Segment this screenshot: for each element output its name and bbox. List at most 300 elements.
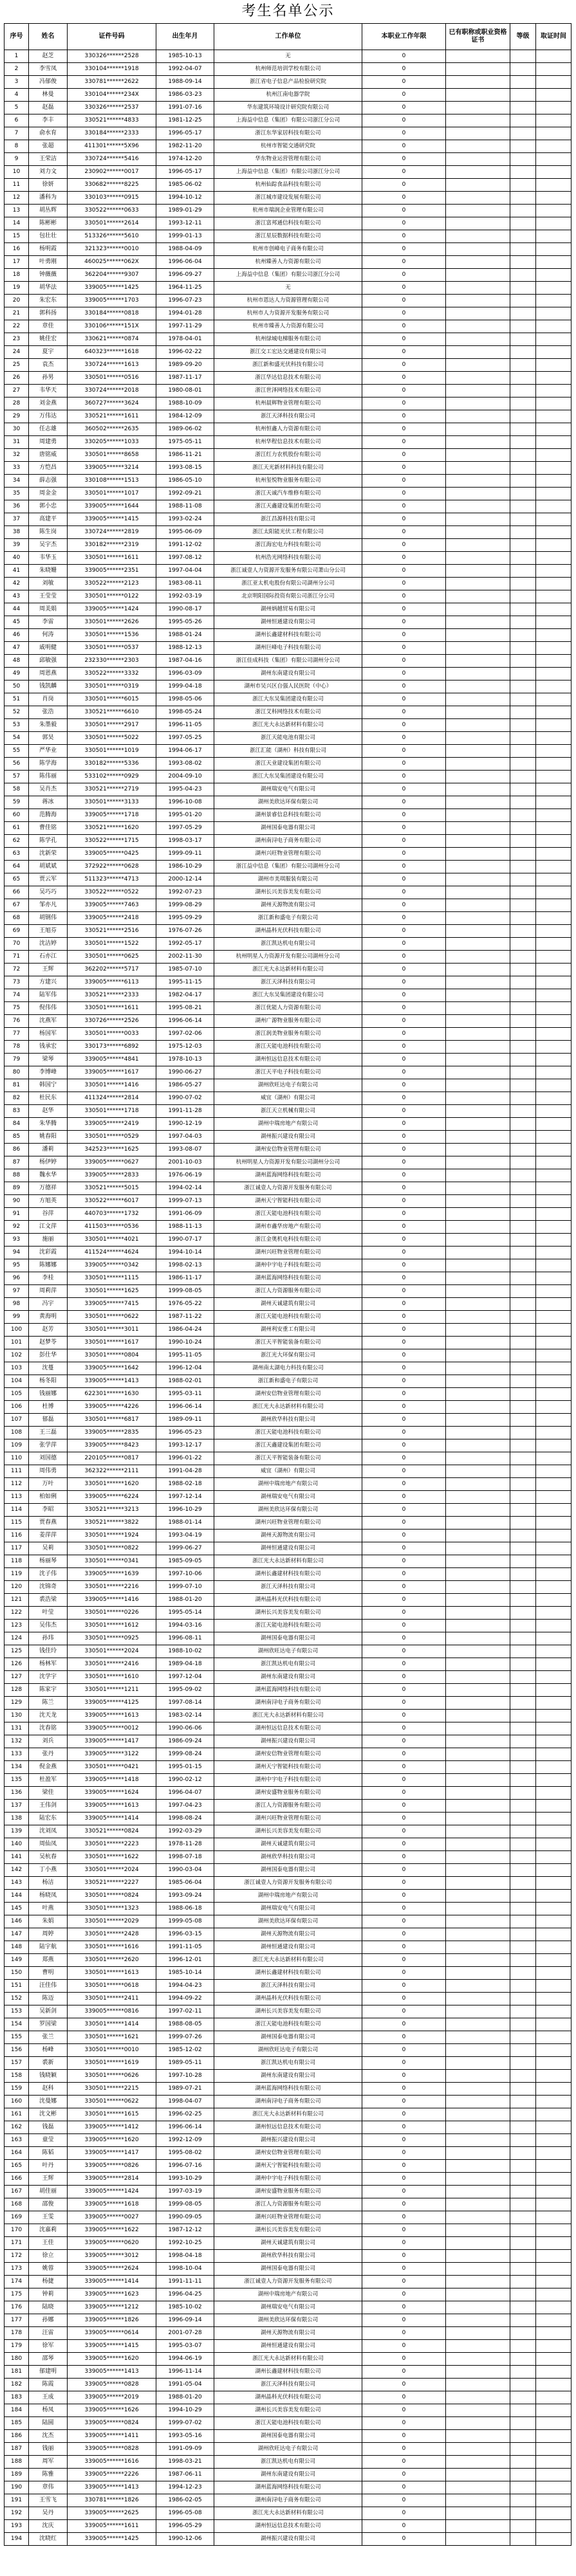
row-index: 116 bbox=[5, 1530, 29, 1542]
level bbox=[510, 2430, 536, 2443]
level bbox=[510, 114, 536, 127]
birth-date: 1990-12-19 bbox=[156, 1118, 214, 1131]
id-number: 622301******1630 bbox=[68, 1388, 156, 1401]
row-index: 161 bbox=[5, 2108, 29, 2121]
level bbox=[510, 1208, 536, 1221]
table-row bbox=[5, 1465, 571, 1478]
level bbox=[510, 771, 536, 783]
candidate-name: 沈天龙 bbox=[29, 1710, 68, 1722]
work-years: 0 bbox=[362, 1980, 446, 1993]
birth-date: 1992-12-09 bbox=[156, 2134, 214, 2147]
row-index: 86 bbox=[5, 1144, 29, 1156]
birth-date: 1997-08-12 bbox=[156, 552, 214, 565]
certificate bbox=[446, 475, 510, 488]
level bbox=[510, 989, 536, 1002]
table-row bbox=[5, 243, 571, 256]
work-unit: 杭州臻善人力资源有限公司 bbox=[214, 256, 362, 269]
level bbox=[510, 295, 536, 307]
certificate-date bbox=[536, 1028, 571, 1041]
certificate bbox=[446, 989, 510, 1002]
certificate bbox=[446, 886, 510, 899]
work-years: 0 bbox=[362, 1684, 446, 1697]
level bbox=[510, 102, 536, 114]
certificate bbox=[446, 1697, 510, 1710]
level bbox=[510, 2198, 536, 2211]
certificate-date bbox=[536, 668, 571, 681]
row-index: 110 bbox=[5, 1452, 29, 1465]
level bbox=[510, 2263, 536, 2276]
table-row bbox=[5, 616, 571, 629]
certificate bbox=[446, 2198, 510, 2211]
work-unit: 浙江天能电池科技有限公司 bbox=[214, 1427, 362, 1439]
certificate-date bbox=[536, 1954, 571, 1967]
birth-date: 1994-06-19 bbox=[156, 2353, 214, 2366]
birth-date: 1994-01-28 bbox=[156, 307, 214, 320]
candidate-name: 韩国宁 bbox=[29, 1079, 68, 1092]
table-row bbox=[5, 1452, 571, 1465]
level bbox=[510, 1890, 536, 1903]
candidate-name: 陆军伟 bbox=[29, 989, 68, 1002]
level bbox=[510, 2018, 536, 2031]
certificate bbox=[446, 2469, 510, 2481]
level bbox=[510, 590, 536, 603]
certificate-date bbox=[536, 655, 571, 668]
certificate-date bbox=[536, 2198, 571, 2211]
work-unit: 湖州东南建设有限公司 bbox=[214, 668, 362, 681]
birth-date: 1998-08-24 bbox=[156, 1813, 214, 1825]
candidate-name: 周军 bbox=[29, 2456, 68, 2469]
id-number: 330501******0537 bbox=[68, 642, 156, 655]
table-row bbox=[5, 873, 571, 886]
certificate bbox=[446, 681, 510, 693]
certificate bbox=[446, 796, 510, 809]
birth-date: 1997-08-14 bbox=[156, 1697, 214, 1710]
row-index: 2 bbox=[5, 63, 29, 76]
table-row bbox=[5, 1748, 571, 1761]
row-index: 133 bbox=[5, 1748, 29, 1761]
work-unit: 湖州市吴兴区自强人民医院（中心） bbox=[214, 681, 362, 693]
birth-date: 1987-04-16 bbox=[156, 655, 214, 668]
id-number: 339005******0342 bbox=[68, 1259, 156, 1272]
work-unit: 杭州市智能交通研究院 bbox=[214, 140, 362, 153]
birth-date: 1996-06-04 bbox=[156, 256, 214, 269]
work-years: 0 bbox=[362, 1864, 446, 1877]
work-unit: 湖州兴旺物业管理有限公司 bbox=[214, 1517, 362, 1530]
work-years: 0 bbox=[362, 2005, 446, 2018]
certificate bbox=[446, 2340, 510, 2353]
candidate-name: 杨伊婷 bbox=[29, 1156, 68, 1169]
candidate-name: 刘兵 bbox=[29, 1735, 68, 1748]
work-years: 0 bbox=[362, 2340, 446, 2353]
work-unit: 湖州长兴美容美发有限公司 bbox=[214, 886, 362, 899]
row-index: 73 bbox=[5, 976, 29, 989]
work-years: 0 bbox=[362, 758, 446, 771]
certificate-date bbox=[536, 783, 571, 796]
work-years: 0 bbox=[362, 590, 446, 603]
certificate-date bbox=[536, 925, 571, 938]
row-index: 95 bbox=[5, 1259, 29, 1272]
candidate-name: 郭小忠 bbox=[29, 500, 68, 513]
candidate-name: 赵芝 bbox=[29, 50, 68, 63]
birth-date: 1997-03-19 bbox=[156, 2186, 214, 2198]
birth-date: 1981-12-25 bbox=[156, 114, 214, 127]
row-index: 179 bbox=[5, 2340, 29, 2353]
level bbox=[510, 1401, 536, 1414]
level bbox=[510, 2276, 536, 2288]
work-years: 0 bbox=[362, 205, 446, 217]
work-unit: 浙江天平电子科技有限公司 bbox=[214, 1066, 362, 1079]
work-years: 0 bbox=[362, 771, 446, 783]
certificate bbox=[446, 1620, 510, 1632]
candidate-name: 赵梦苓 bbox=[29, 1337, 68, 1349]
work-years: 0 bbox=[362, 783, 446, 796]
candidate-name: 陈兰 bbox=[29, 1697, 68, 1710]
work-years: 0 bbox=[362, 166, 446, 179]
level bbox=[510, 2121, 536, 2134]
row-index: 118 bbox=[5, 1555, 29, 1568]
birth-date: 1986-09-24 bbox=[156, 1735, 214, 1748]
level bbox=[510, 205, 536, 217]
row-index: 99 bbox=[5, 1311, 29, 1324]
work-years: 0 bbox=[362, 1838, 446, 1851]
table-row bbox=[5, 1838, 571, 1851]
birth-date: 1982-11-20 bbox=[156, 140, 214, 153]
certificate-date bbox=[536, 2404, 571, 2417]
birth-date: 1999-05-08 bbox=[156, 1915, 214, 1928]
row-index: 143 bbox=[5, 1877, 29, 1890]
work-years: 0 bbox=[362, 2481, 446, 2494]
work-unit: 浙江交工宏达交通建设有限公司 bbox=[214, 346, 362, 359]
row-index: 166 bbox=[5, 2173, 29, 2186]
table-row bbox=[5, 2494, 571, 2507]
work-years: 0 bbox=[362, 1825, 446, 1838]
table-row bbox=[5, 1041, 571, 1054]
level bbox=[510, 397, 536, 410]
certificate-date bbox=[536, 2340, 571, 2353]
birth-date: 1997-12-14 bbox=[156, 1491, 214, 1504]
work-unit: 浙江益中信息（集团）有限公司湖州分公司 bbox=[214, 861, 362, 873]
certificate-date bbox=[536, 899, 571, 912]
birth-date: 1995-05-14 bbox=[156, 1607, 214, 1620]
work-years: 0 bbox=[362, 63, 446, 76]
candidate-name: 曹明 bbox=[29, 1967, 68, 1980]
level bbox=[510, 2481, 536, 2494]
certificate bbox=[446, 2314, 510, 2327]
row-index: 190 bbox=[5, 2481, 29, 2494]
birth-date: 1993-10-29 bbox=[156, 2173, 214, 2186]
level bbox=[510, 1349, 536, 1362]
col-header-level: 等级 bbox=[510, 24, 536, 50]
work-years: 0 bbox=[362, 809, 446, 822]
work-unit: 浙江天泽科技有限公司 bbox=[214, 976, 362, 989]
candidate-name: 李博峰 bbox=[29, 1066, 68, 1079]
certificate bbox=[446, 217, 510, 230]
table-row bbox=[5, 642, 571, 655]
work-unit: 浙江昌源科技有限公司 bbox=[214, 513, 362, 526]
id-number: 330501******6015 bbox=[68, 693, 156, 706]
birth-date: 1996-03-15 bbox=[156, 1928, 214, 1941]
table-row bbox=[5, 1710, 571, 1722]
candidate-name: 陆晓 bbox=[29, 2301, 68, 2314]
table-row bbox=[5, 359, 571, 372]
level bbox=[510, 2147, 536, 2160]
certificate bbox=[446, 1967, 510, 1980]
row-index: 45 bbox=[5, 616, 29, 629]
certificate-date bbox=[536, 629, 571, 642]
certificate bbox=[446, 2147, 510, 2160]
certificate bbox=[446, 1337, 510, 1349]
table-header-row bbox=[5, 24, 571, 50]
candidate-name: 杨国军 bbox=[29, 1028, 68, 1041]
candidate-name: 周莉萍 bbox=[29, 1285, 68, 1298]
certificate-date bbox=[536, 1568, 571, 1581]
certificate-date bbox=[536, 1735, 571, 1748]
id-number: 339005******0620 bbox=[68, 2237, 156, 2250]
id-number: 339005******1413 bbox=[68, 1375, 156, 1388]
row-index: 24 bbox=[5, 346, 29, 359]
level bbox=[510, 269, 536, 282]
table-row bbox=[5, 1568, 571, 1581]
certificate-date bbox=[536, 192, 571, 205]
table-row bbox=[5, 1645, 571, 1658]
work-years: 0 bbox=[362, 256, 446, 269]
row-index: 186 bbox=[5, 2430, 29, 2443]
candidate-name: 沈新荣 bbox=[29, 848, 68, 861]
certificate-date bbox=[536, 719, 571, 732]
id-number: 330522******3332 bbox=[68, 668, 156, 681]
birth-date: 1997-05-29 bbox=[156, 822, 214, 835]
certificate bbox=[446, 2288, 510, 2301]
certificate bbox=[446, 243, 510, 256]
certificate-date bbox=[536, 1478, 571, 1491]
work-unit: 浙江人力资源服务有限公司 bbox=[214, 2198, 362, 2211]
row-index: 187 bbox=[5, 2443, 29, 2456]
table-row bbox=[5, 2417, 571, 2430]
table-row bbox=[5, 372, 571, 385]
level bbox=[510, 63, 536, 76]
row-index: 35 bbox=[5, 488, 29, 500]
row-index: 147 bbox=[5, 1928, 29, 1941]
row-index: 70 bbox=[5, 938, 29, 951]
id-number: 339005******1415 bbox=[68, 513, 156, 526]
certificate-date bbox=[536, 475, 571, 488]
certificate bbox=[446, 1066, 510, 1079]
id-number: 330521******2333 bbox=[68, 989, 156, 1002]
work-unit: 湖州利安重工有限公司 bbox=[214, 1324, 362, 1337]
row-index: 36 bbox=[5, 500, 29, 513]
id-number: 330103******0915 bbox=[68, 192, 156, 205]
work-unit: 浙江润美物业服务有限公司 bbox=[214, 1028, 362, 1041]
row-index: 87 bbox=[5, 1156, 29, 1169]
candidate-name: 冯宇 bbox=[29, 1298, 68, 1311]
certificate bbox=[446, 1928, 510, 1941]
row-index: 102 bbox=[5, 1349, 29, 1362]
birth-date: 1999-07-10 bbox=[156, 1581, 214, 1594]
certificate bbox=[446, 1285, 510, 1298]
candidate-name: 彭仕华 bbox=[29, 1349, 68, 1362]
work-years: 0 bbox=[362, 2198, 446, 2211]
row-index: 146 bbox=[5, 1915, 29, 1928]
id-number: 330501******8658 bbox=[68, 449, 156, 462]
id-number: 330522******2123 bbox=[68, 578, 156, 590]
candidate-name: 郁磊 bbox=[29, 1414, 68, 1427]
row-index: 165 bbox=[5, 2160, 29, 2173]
birth-date: 1997-10-06 bbox=[156, 1568, 214, 1581]
id-number: 339005******1639 bbox=[68, 1568, 156, 1581]
candidate-name: 张丹 bbox=[29, 1748, 68, 1761]
certificate bbox=[446, 1311, 510, 1324]
col-header-certificate: 已有职称或职业资格证书 bbox=[446, 24, 510, 50]
certificate-date bbox=[536, 2147, 571, 2160]
work-unit: 湖州天诚建筑有限公司 bbox=[214, 1298, 362, 1311]
birth-date: 1996-05-23 bbox=[156, 1427, 214, 1439]
table-row bbox=[5, 1337, 571, 1349]
row-index: 154 bbox=[5, 2018, 29, 2031]
id-number: 339005******1703 bbox=[68, 295, 156, 307]
id-number: 339005******1417 bbox=[68, 2147, 156, 2160]
certificate bbox=[446, 1002, 510, 1015]
level bbox=[510, 1864, 536, 1877]
table-row bbox=[5, 539, 571, 552]
candidate-name: 陈彬彬 bbox=[29, 217, 68, 230]
birth-date: 1988-02-18 bbox=[156, 1478, 214, 1491]
certificate-date bbox=[536, 1748, 571, 1761]
work-years: 0 bbox=[362, 397, 446, 410]
table-row bbox=[5, 2031, 571, 2044]
certificate bbox=[446, 1915, 510, 1928]
row-index: 192 bbox=[5, 2507, 29, 2520]
work-years: 0 bbox=[362, 2108, 446, 2121]
birth-date: 1997-11-29 bbox=[156, 320, 214, 333]
birth-date: 1998-03-17 bbox=[156, 835, 214, 848]
row-index: 145 bbox=[5, 1903, 29, 1915]
certificate bbox=[446, 1504, 510, 1517]
work-years: 0 bbox=[362, 1813, 446, 1825]
table-row bbox=[5, 1620, 571, 1632]
row-index: 105 bbox=[5, 1388, 29, 1401]
candidate-name: 蒋冰 bbox=[29, 796, 68, 809]
certificate-date bbox=[536, 2160, 571, 2173]
level bbox=[510, 2443, 536, 2456]
row-index: 108 bbox=[5, 1427, 29, 1439]
work-years: 0 bbox=[362, 2018, 446, 2031]
certificate bbox=[446, 500, 510, 513]
candidate-name: 童莹 bbox=[29, 2134, 68, 2147]
work-unit: 湖州晶科光伏科技有限公司 bbox=[214, 2391, 362, 2404]
work-unit: 湖州天诚建筑有限公司 bbox=[214, 2237, 362, 2250]
row-index: 17 bbox=[5, 256, 29, 269]
certificate bbox=[446, 603, 510, 616]
work-unit: 湖州蓝海网络科技有限公司 bbox=[214, 1272, 362, 1285]
id-number: 330501******1617 bbox=[68, 1337, 156, 1349]
row-index: 96 bbox=[5, 1272, 29, 1285]
work-unit: 湖州恒通建设有限公司 bbox=[214, 616, 362, 629]
candidate-name: 周金金 bbox=[29, 488, 68, 500]
level bbox=[510, 320, 536, 333]
candidate-name: 丁小燕 bbox=[29, 1864, 68, 1877]
id-number: 330522******6017 bbox=[68, 1195, 156, 1208]
id-number: 339005******2419 bbox=[68, 1118, 156, 1131]
level bbox=[510, 2327, 536, 2340]
certificate bbox=[446, 2121, 510, 2134]
level bbox=[510, 385, 536, 397]
row-index: 54 bbox=[5, 732, 29, 745]
candidate-name: 万叶 bbox=[29, 1478, 68, 1491]
certificate bbox=[446, 1980, 510, 1993]
level bbox=[510, 1555, 536, 1568]
work-years: 0 bbox=[362, 1504, 446, 1517]
id-number: 330501******0341 bbox=[68, 1555, 156, 1568]
table-row bbox=[5, 1092, 571, 1105]
work-years: 0 bbox=[362, 423, 446, 436]
certificate bbox=[446, 2481, 510, 2494]
certificate bbox=[446, 925, 510, 938]
certificate-date bbox=[536, 964, 571, 976]
level bbox=[510, 1092, 536, 1105]
row-index: 9 bbox=[5, 153, 29, 166]
work-unit: 上海益中信息（集团）有限公司浙江分公司 bbox=[214, 114, 362, 127]
id-number: 330501******2428 bbox=[68, 1928, 156, 1941]
table-row bbox=[5, 1272, 571, 1285]
table-row bbox=[5, 320, 571, 333]
certificate-date bbox=[536, 2430, 571, 2443]
work-years: 0 bbox=[362, 1748, 446, 1761]
level bbox=[510, 1722, 536, 1735]
work-years: 0 bbox=[362, 796, 446, 809]
table-row bbox=[5, 114, 571, 127]
birth-date: 1978-10-13 bbox=[156, 1054, 214, 1066]
table-row bbox=[5, 1234, 571, 1247]
level bbox=[510, 1259, 536, 1272]
id-number: 339005******2833 bbox=[68, 1169, 156, 1182]
certificate-date bbox=[536, 500, 571, 513]
row-index: 80 bbox=[5, 1066, 29, 1079]
row-index: 12 bbox=[5, 192, 29, 205]
birth-date: 1991-12-02 bbox=[156, 539, 214, 552]
level bbox=[510, 1645, 536, 1658]
row-index: 28 bbox=[5, 397, 29, 410]
id-number: 330501******0622 bbox=[68, 1311, 156, 1324]
work-unit: 湖州天源物流有限公司 bbox=[214, 1928, 362, 1941]
table-row bbox=[5, 848, 571, 861]
work-years: 0 bbox=[362, 1439, 446, 1452]
work-unit: 浙江太阳能光伏工程有限公司 bbox=[214, 526, 362, 539]
work-years: 0 bbox=[362, 2404, 446, 2417]
row-index: 1 bbox=[5, 50, 29, 63]
level bbox=[510, 783, 536, 796]
level bbox=[510, 76, 536, 89]
certificate-date bbox=[536, 2391, 571, 2404]
certificate bbox=[446, 1452, 510, 1465]
certificate bbox=[446, 1169, 510, 1182]
work-years: 0 bbox=[362, 2353, 446, 2366]
work-unit: 湖州长鑫建材科技有限公司 bbox=[214, 1568, 362, 1581]
candidate-name: 王三磊 bbox=[29, 1427, 68, 1439]
id-number: 339005******2625 bbox=[68, 2507, 156, 2520]
id-number: 339005******0828 bbox=[68, 2379, 156, 2391]
row-index: 112 bbox=[5, 1478, 29, 1491]
level bbox=[510, 1311, 536, 1324]
certificate bbox=[446, 1658, 510, 1671]
work-unit: 浙江天能电池科技有限公司 bbox=[214, 1311, 362, 1324]
certificate bbox=[446, 2417, 510, 2430]
birth-date: 1995-03-11 bbox=[156, 1388, 214, 1401]
id-number: 339005******0614 bbox=[68, 2327, 156, 2340]
certificate bbox=[446, 1041, 510, 1054]
certificate bbox=[446, 2353, 510, 2366]
work-unit: 湖州巨峰电子科技有限公司 bbox=[214, 642, 362, 655]
work-years: 0 bbox=[362, 449, 446, 462]
